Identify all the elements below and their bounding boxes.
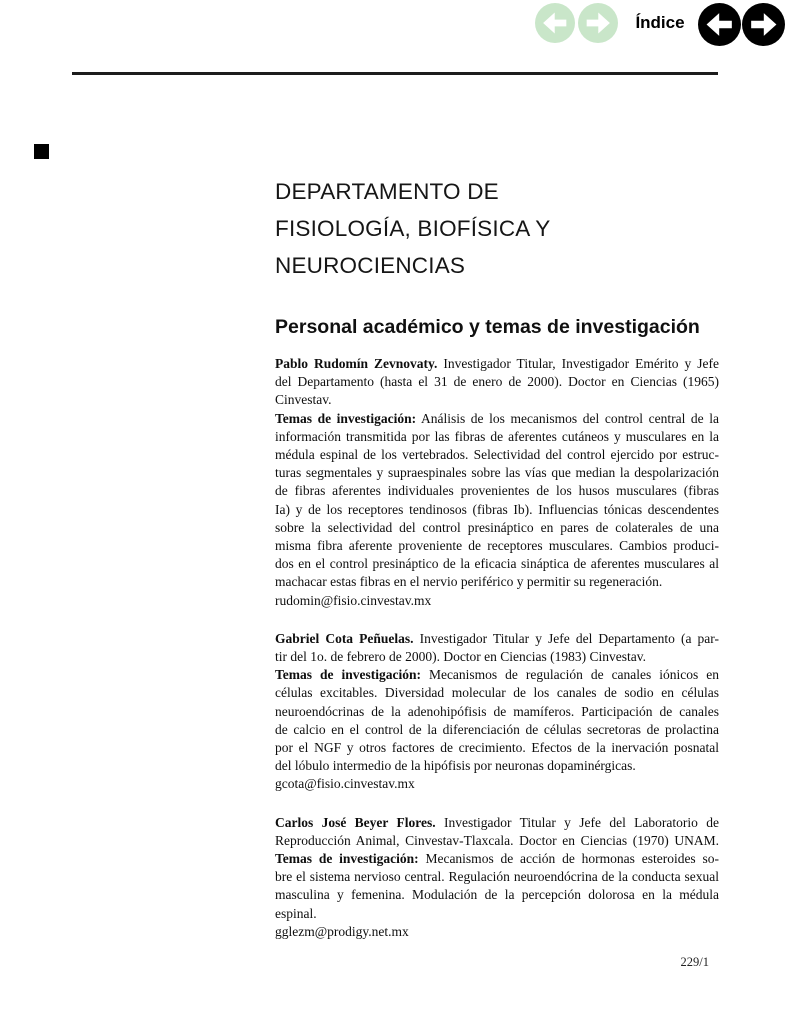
text-line: rudomin@fisio.cinvestav.mx (275, 592, 432, 608)
department-title-line: NEUROCIENCIAS (275, 253, 466, 278)
text-line: Pablo Rudomín Zevnovaty. Investigador Titular, Investigador Emérito y Jefe (275, 356, 719, 371)
text-line: Temas de investigación: Mecanismos de acción de hormonas esteroides so- (275, 851, 719, 867)
text-line: tir del 1o. de febrero de 2000). Doctor en Ciencias (1983) Cinvestav. (275, 649, 647, 665)
arrow-right-icon (581, 6, 615, 40)
index-link[interactable]: Índice (635, 13, 685, 32)
nav-forward-button-light[interactable] (578, 3, 618, 43)
text-line: Temas de investigación: Análisis de los mecanismos del control central de la (275, 410, 719, 426)
text-line: médula espinal de los vertebrados. Selectividad del control ejercido por estruc- (275, 447, 719, 463)
department-title-line: FISIOLOGÍA, BIOFÍSICA Y (275, 216, 551, 241)
text-line: por el NGF y otros factores de crecimiento. Efectos de la inervación posnatal (275, 740, 719, 756)
text-line: células excitables. Diversidad molecular de los canales de sodio en células (275, 685, 719, 701)
text-line: Reproducción Animal, Cinvestav-Tlaxcala. Doctor en Ciencias (1970) UNAM. (275, 832, 719, 848)
text-line: del lóbulo intermedio de la hipófisis por neuronas dopaminérgicas. (275, 758, 636, 774)
text-line: Gabriel Cota Peñuelas. Investigador Titular y Jefe del Departamento (a par- (275, 630, 719, 646)
department-title (275, 173, 695, 284)
text-line: neuroendócrinas de la adenohipófisis de mamíferos. Participación de canales (275, 703, 719, 719)
text-line: turas segmentales y supraespinales sobre las vías que median la despolarización (275, 465, 719, 481)
researcher-paragraphs (275, 355, 719, 941)
text-line: bre el sistema nervioso central. Regulación neuroendócrina de la conducta sexual (275, 869, 719, 885)
text-line: de fibras aferentes individuales provenientes de los husos musculares (fibras (275, 483, 719, 499)
researcher-entry (275, 355, 719, 610)
text-line: Cinvestav. (275, 392, 332, 408)
text-line: masculina y femenina. Modulación de la percepción dolorosa en la médula espinal. (275, 887, 719, 921)
text-line: Temas de investigación: Mecanismos de regulación de canales iónicos en (275, 667, 719, 683)
arrow-left-icon (538, 6, 572, 40)
page-subtitle: Personal académico y temas de investigación (275, 316, 700, 338)
section-marker-square (34, 144, 49, 159)
text-line: machacar estas fibras en el nervio periférico y permitir su regeneración. (275, 574, 663, 590)
arrow-right-icon (745, 6, 782, 43)
text-line: de calcio en el control de la diferenciación de células secretoras de prolactina (275, 721, 719, 737)
researcher-entry (275, 630, 719, 794)
text-line: gcota@fisio.cinvestav.mx (275, 776, 415, 792)
researcher-entry (275, 814, 719, 941)
text-line: Ia) y de los receptores tendinosos (fibras Ib). Influencias tónicas descendentes (275, 501, 719, 517)
text-line: misma fibra aferente proveniente de receptores musculares. Cambios produci- (275, 538, 719, 554)
arrow-left-icon (701, 6, 738, 43)
nav-back-button-dark[interactable] (698, 3, 741, 46)
text-line: sobre la selectividad del control presináptico en pares de colaterales de una (275, 519, 719, 535)
text-line: dos en el control presináptico de la eficacia sináptica de aferentes musculares al (275, 556, 719, 572)
nav-forward-button-dark[interactable] (742, 3, 785, 46)
text-line: información transmitida por las fibras de aferentes cutáneos y musculares en la (275, 428, 719, 444)
nav-back-button-light[interactable] (535, 3, 575, 43)
text-line: del Departamento (hasta el 31 de enero de 2000). Doctor en Ciencias (1965) (275, 374, 719, 390)
text-line: gglezm@prodigy.net.mx (275, 923, 409, 939)
header-divider (72, 72, 718, 75)
text-line: Carlos José Beyer Flores. Investigador Titular y Jefe del Laboratorio de (275, 814, 719, 830)
page-number: 229/1 (680, 955, 709, 969)
department-title-line: DEPARTAMENTO DE (275, 179, 499, 204)
